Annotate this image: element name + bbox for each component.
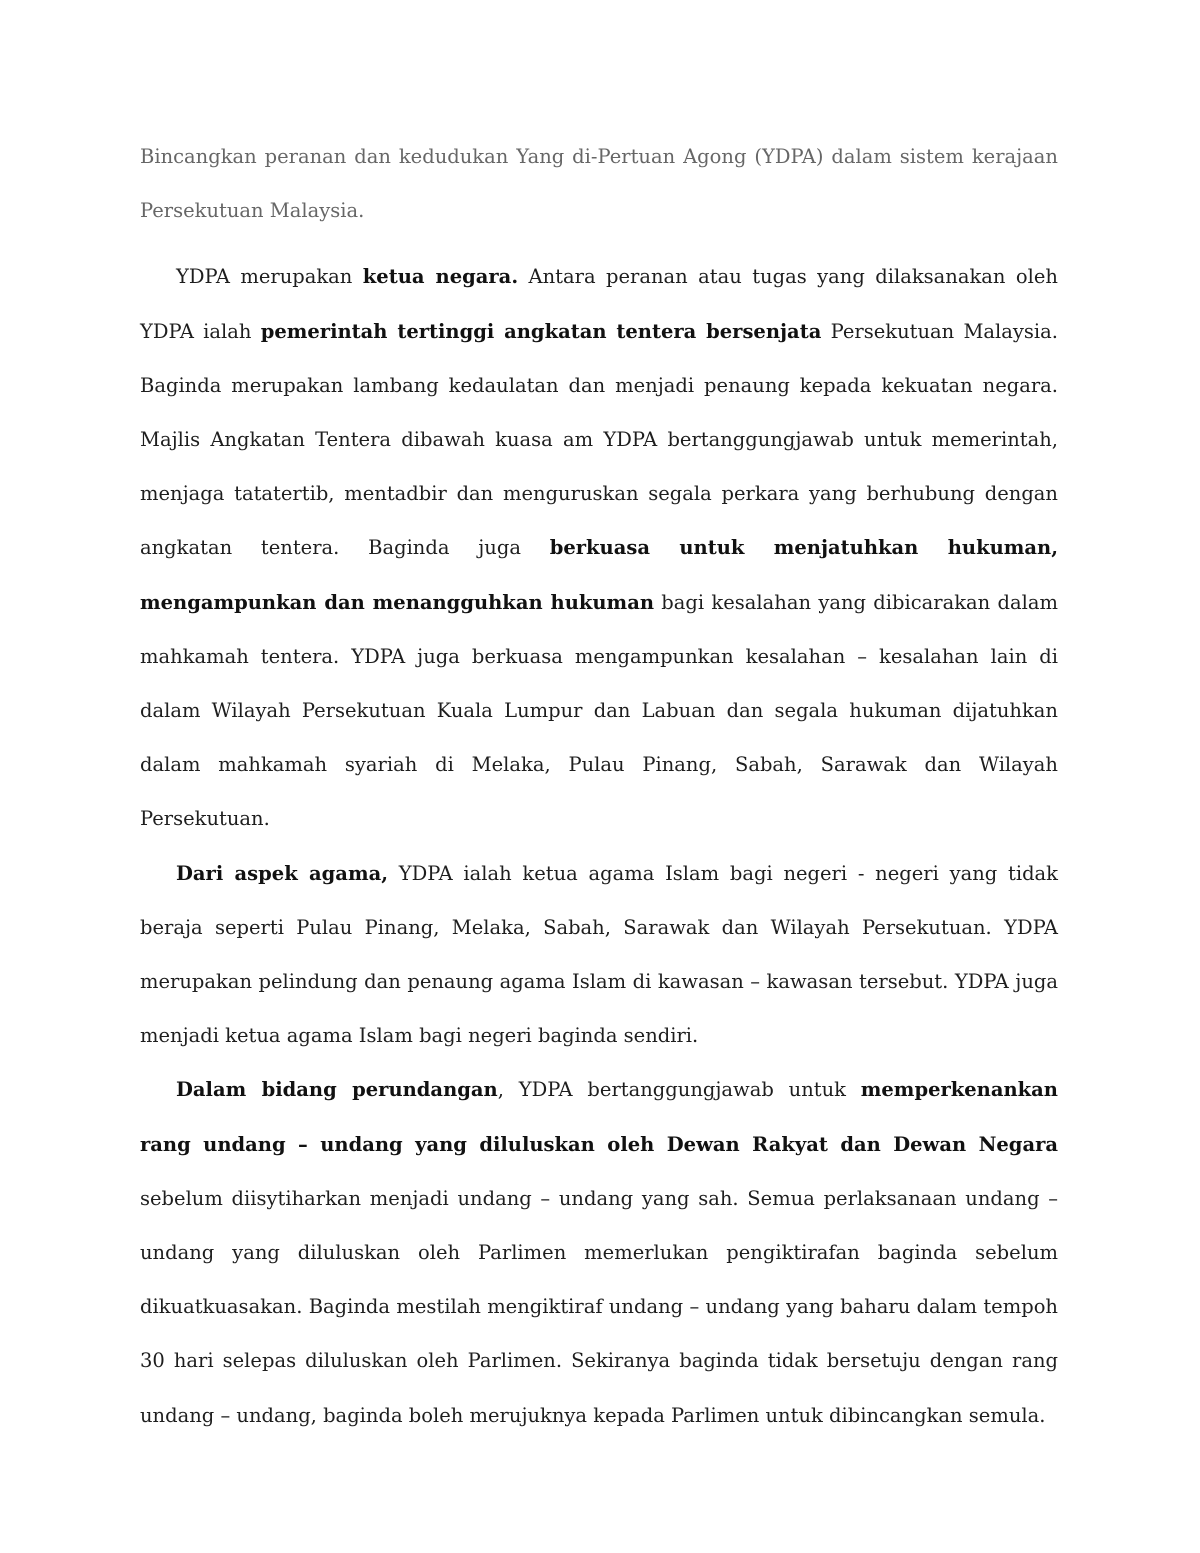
text-segment: bagi kesalahan yang dibicarakan dalam mahkamah tentera. YDPA juga berkuasa mengampunkan kesalahan – kesalahan lain di dalam Wilayah Persekutuan Kuala Lumpur dan Labuan dan segala hukuman dijatuhkan dalam mahkamah syariah di Melaka, Pulau Pinang, Sabah, Sarawak dan Wilayah Persekutuan. <box>140 590 1058 831</box>
bold-phrase: Dalam bidang perundangan <box>176 1078 498 1102</box>
text-segment: YDPA merupakan <box>176 265 363 289</box>
paragraph-legislation <box>140 1063 1058 1442</box>
bold-phrase: memperkenankan rang undang – undang yang diluluskan oleh Dewan Rakyat dan Dewan Negara <box>140 1078 1058 1156</box>
essay-question: Bincangkan peranan dan kedudukan Yang di-Pertuan Agong (YDPA) dalam sistem kerajaan Persekutuan Malaysia. <box>140 145 1058 223</box>
paragraph-religion <box>140 847 1058 1064</box>
bold-phrase: berkuasa untuk menjatuhkan hukuman, mengampunkan dan menangguhkan hukuman <box>140 536 1058 614</box>
bold-phrase: pemerintah tertinggi angkatan tentera bersenjata <box>260 319 822 343</box>
document-page <box>140 130 1058 1443</box>
text-segment: Antara peranan atau tugas yang dilaksanakan oleh YDPA ialah <box>140 265 1058 343</box>
text-segment: Persekutuan Malaysia. Baginda merupakan lambang kedaulatan dan menjadi penaung kepada kekuatan negara. Majlis Angkatan Tentera dibawah kuasa am YDPA bertanggungjawab untuk memerintah, menjaga tatatertib, mentadbir dan menguruskan segala perkara yang berhubung dengan angkatan tentera. Baginda juga <box>140 319 1058 560</box>
text-segment: YDPA ialah ketua agama Islam bagi negeri - negeri yang tidak beraja seperti Pulau Pinang, Melaka, Sabah, Sarawak dan Wilayah Persekutuan. YDPA merupakan pelindung dan penaung agama Islam di kawasan – kawasan tersebut. YDPA juga menjadi ketua agama Islam bagi negeri baginda sendiri. <box>140 861 1058 1048</box>
bold-phrase: Dari aspek agama, <box>176 861 388 885</box>
bold-phrase: ketua negara. <box>362 265 519 289</box>
text-segment: , YDPA bertanggungjawab untuk <box>497 1078 861 1102</box>
text-segment: sebelum diisytiharkan menjadi undang – undang yang sah. Semua perlaksanaan undang – undang yang diluluskan oleh Parlimen memerlukan pengiktirafan baginda sebelum dikuatkuasakan. Baginda mestilah mengiktiraf undang – undang yang baharu dalam tempoh 30 hari selepas diluluskan oleh Parlimen. Sekiranya baginda tidak bersetuju dengan rang undang – undang, baginda boleh merujuknya kepada Parlimen untuk dibincangkan semula. <box>140 1186 1058 1427</box>
paragraph-role-head-of-state <box>140 250 1058 846</box>
